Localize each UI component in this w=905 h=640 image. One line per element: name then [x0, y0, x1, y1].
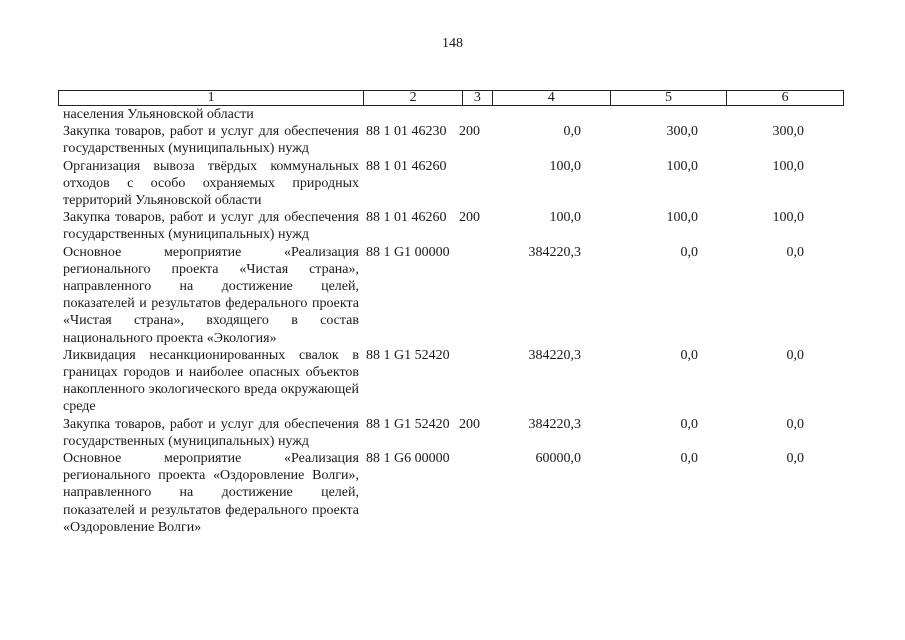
row-name: населения Ульяновской области: [63, 107, 254, 122]
table-row: [63, 123, 844, 157]
row-amount-col6: 0,0: [786, 416, 804, 432]
row-code: 88 1 G6 00000: [366, 451, 450, 467]
table-row: [63, 347, 844, 416]
row-amount-col5: 300,0: [666, 124, 698, 140]
table-body: [63, 106, 844, 536]
row-amount-col5: 0,0: [680, 244, 698, 260]
row-name: Закупка товаров, работ и услуг для обеспечения государственных (муниципальных) нужд: [63, 416, 359, 449]
column-header-6: 6: [781, 90, 789, 105]
column-header-1: 1: [59, 91, 364, 105]
row-amount-col4: 0,0: [563, 124, 581, 140]
row-name: Ликвидация несанкционированных свалок в границах городов и наиболее опасных объектов накопленного экологического вреда окружающей среде: [63, 347, 359, 415]
table-row: [63, 244, 844, 347]
row-amount-col6: 0,0: [786, 451, 804, 467]
row-amount-col5: 0,0: [680, 416, 698, 432]
row-name: Основное мероприятие «Реализация регионального проекта «Оздоровление Волги», направленного на достижение целей, показателей и результатов федерального проекта «Оздоровление Волги»: [63, 451, 359, 535]
row-code: 88 1 01 46260: [366, 158, 447, 174]
row-name: Закупка товаров, работ и услуг для обеспечения государственных (муниципальных) нужд: [63, 124, 359, 157]
row-name: Организация вывоза твёрдых коммунальных отходов с особо охраняемых природных территорий Ульяновской области: [63, 158, 359, 209]
page-number: 148: [442, 36, 463, 51]
row-amount-col4: 100,0: [549, 158, 581, 174]
row-expense-type: 200: [459, 124, 480, 140]
row-amount-col6: 100,0: [772, 210, 804, 226]
row-amount-col5: 0,0: [680, 451, 698, 467]
row-amount-col6: 0,0: [786, 244, 804, 260]
column-header-2: 2: [364, 91, 463, 105]
row-amount-col6: 0,0: [786, 347, 804, 363]
row-code: 88 1 01 46230: [366, 124, 447, 140]
table-header: [58, 90, 844, 106]
table-row: [63, 209, 844, 243]
table-row: [63, 416, 844, 450]
row-amount-col5: 100,0: [666, 158, 698, 174]
row-amount-col5: 100,0: [666, 210, 698, 226]
table-row: [63, 158, 844, 210]
row-code: 88 1 G1 52420: [366, 347, 450, 363]
row-amount-col4: 384220,3: [528, 416, 581, 432]
row-code: 88 1 G1 00000: [366, 244, 450, 260]
row-code: 88 1 G1 52420: [366, 416, 450, 432]
column-header-4: 4: [493, 91, 611, 105]
row-amount-col4: 384220,3: [528, 244, 581, 260]
table-row: [63, 450, 844, 536]
row-amount-col4: 60000,0: [535, 451, 581, 467]
row-expense-type: 200: [459, 416, 480, 432]
row-code: 88 1 01 46260: [366, 210, 447, 226]
column-header-5: 5: [611, 91, 728, 105]
row-amount-col6: 100,0: [772, 158, 804, 174]
column-header-3: 3: [463, 91, 493, 105]
row-amount-col4: 100,0: [549, 210, 581, 226]
row-amount-col5: 0,0: [680, 347, 698, 363]
row-amount-col6: 300,0: [772, 124, 804, 140]
row-expense-type: 200: [459, 210, 480, 226]
table-row: [63, 106, 844, 123]
row-name: Основное мероприятие «Реализация регионального проекта «Чистая страна», направленного на достижение целей, показателей и результатов федерального проекта «Чистая страна», входящего в состав национального проекта «Экология»: [63, 244, 359, 346]
row-name: Закупка товаров, работ и услуг для обеспечения государственных (муниципальных) нужд: [63, 210, 359, 243]
row-amount-col4: 384220,3: [528, 347, 581, 363]
